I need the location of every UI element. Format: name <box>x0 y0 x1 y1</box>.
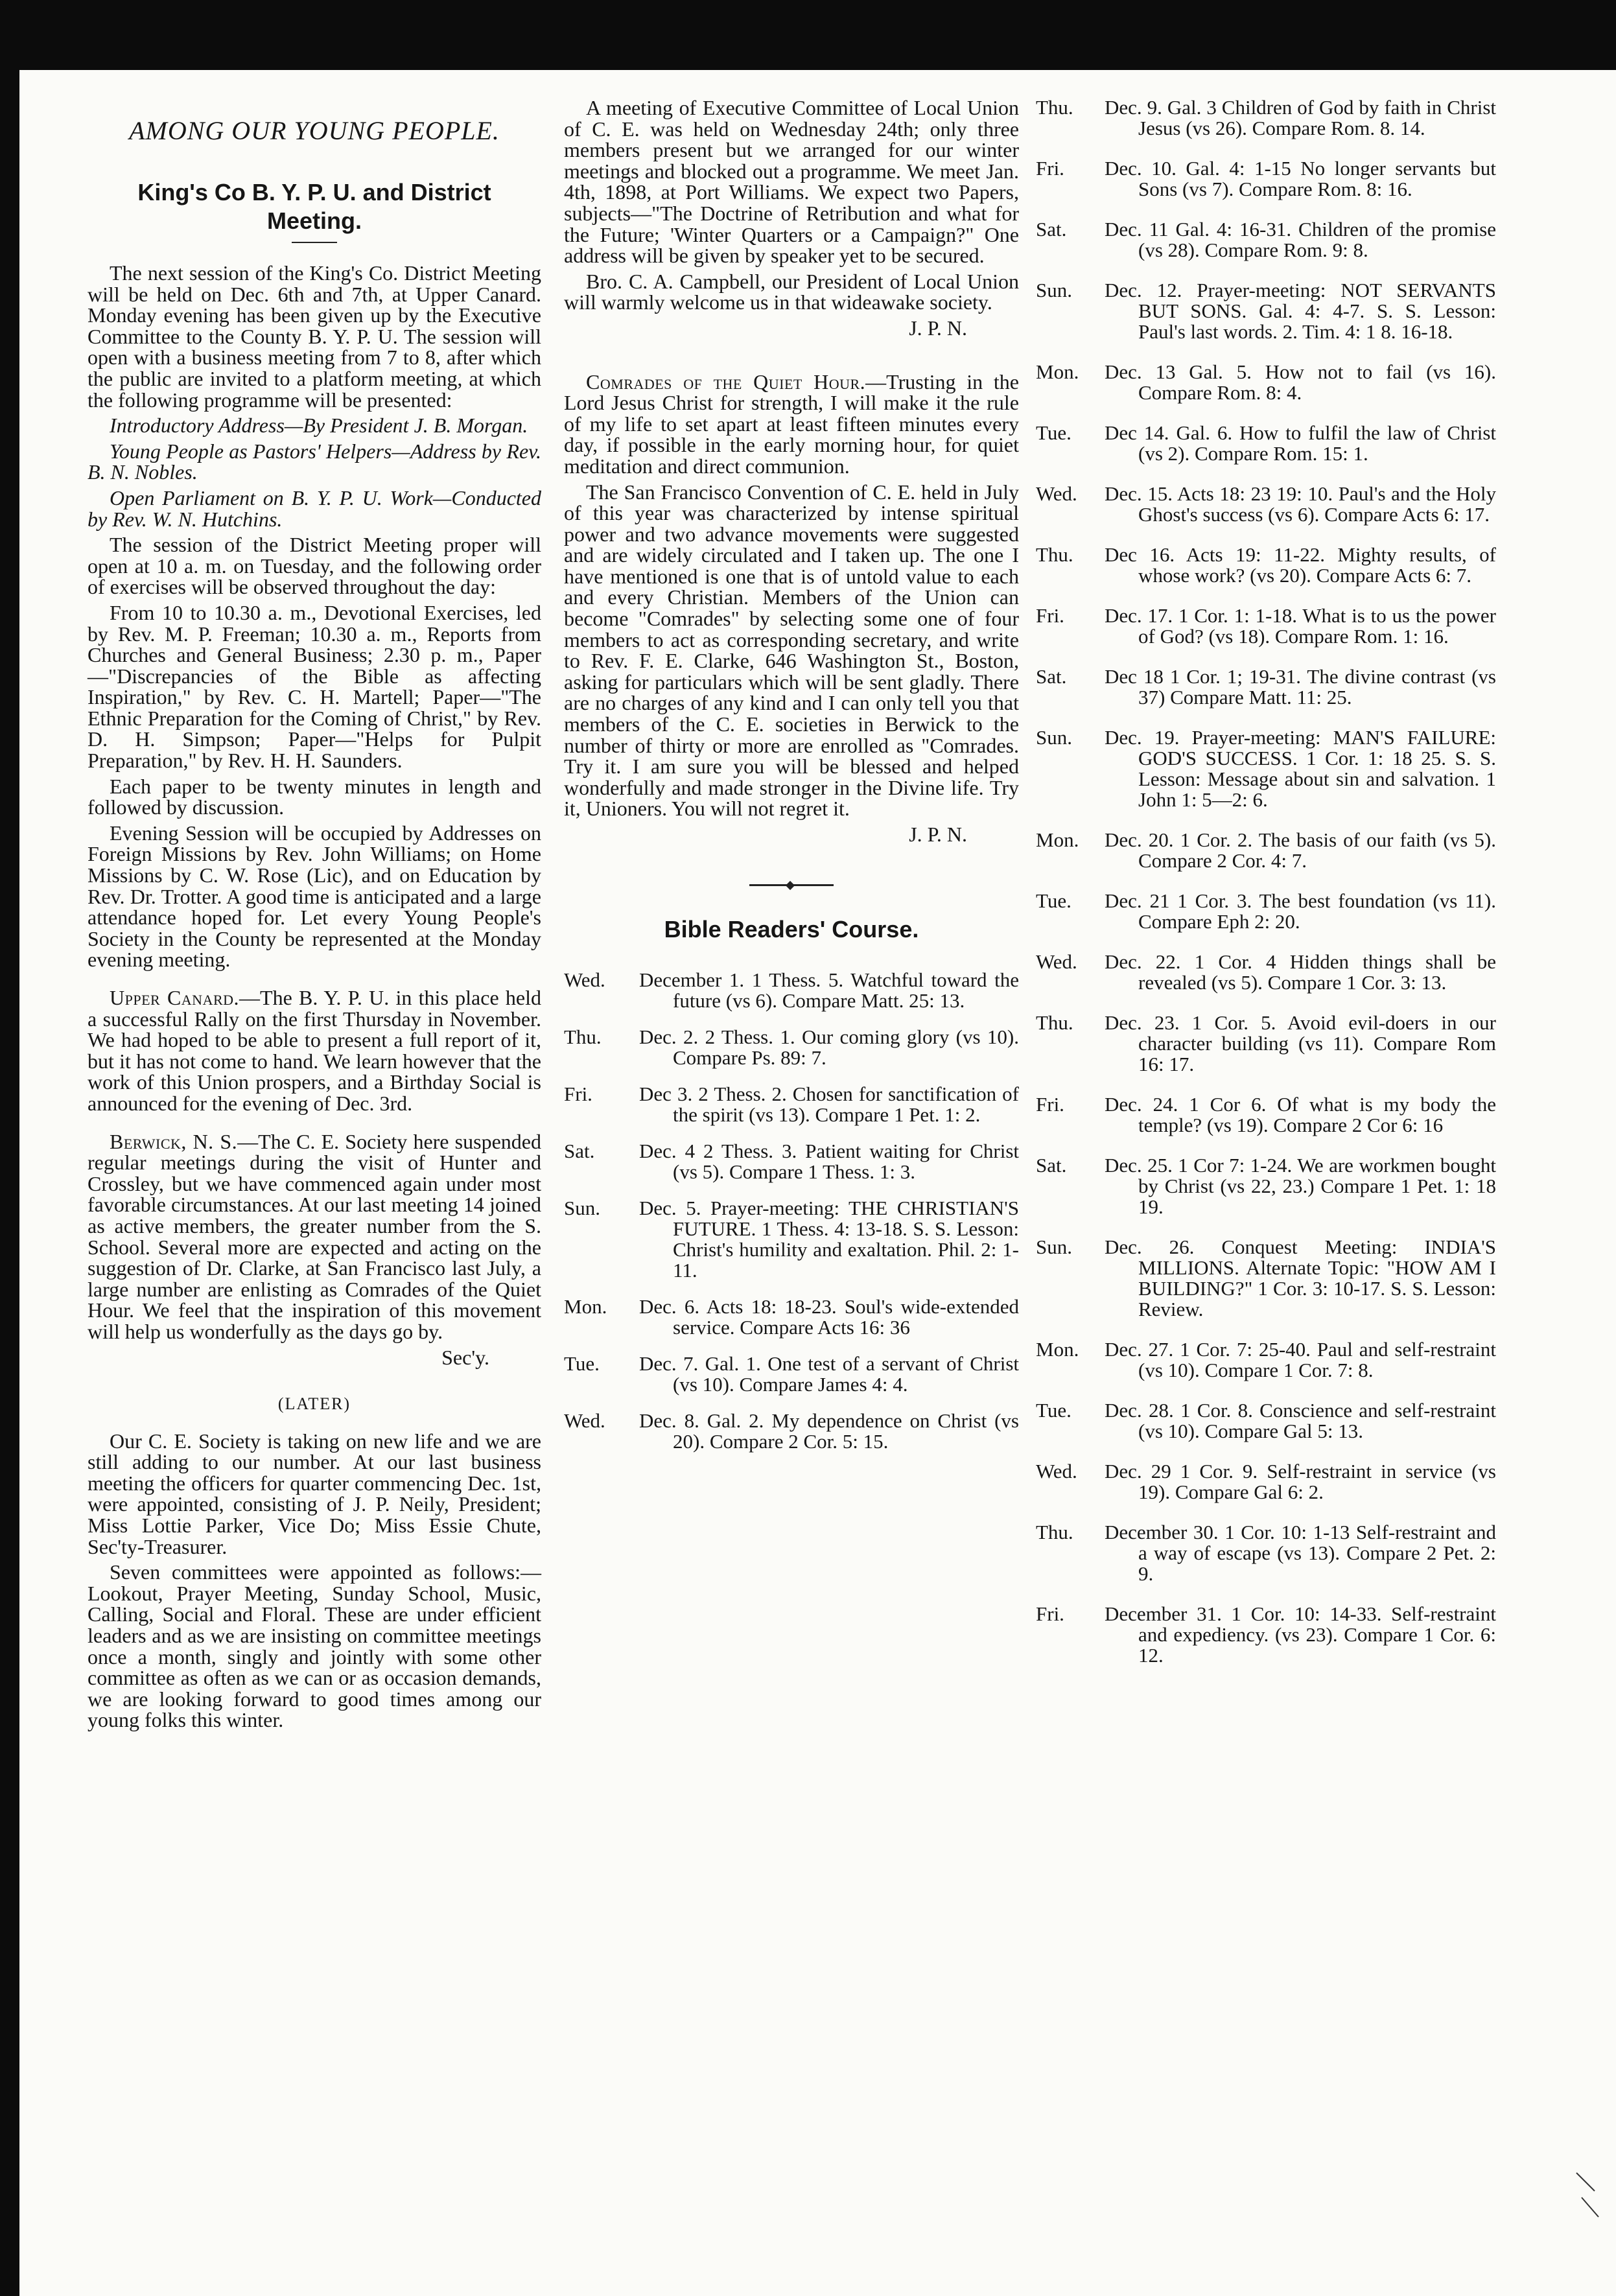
reading-entry <box>1036 1013 1496 1075</box>
later-paragraph: A meeting of Executive Committee of Local Union of C. E. was held on Wednesday 24th; only three members present but we arranged for our winter meetings and blocked out a programme. We meet Jan. 4th, 1898, at Port Williams. We expect two Papers, subjects—"The Doctrine of Retribution and what for the Future; 'Winter Quarters or a Campaign?" One address will be given by speaker yet to be secured. <box>564 96 1019 268</box>
column-2 <box>564 97 1019 1468</box>
later-signature: J. P. N. <box>909 316 967 340</box>
entry-text: Dec. 28. 1 Cor. 8. Conscience and self-restraint (vs 10). Compare Gal 5: 13. <box>1105 1399 1496 1442</box>
comrades-paragraph: The San Francisco Convention of C. E. held in July of this year was characterized by intense spiritual power and two advance movements were suggested and are widely circulated and I taken up. The one I have mentioned is one that is of untold value to each and every Christian. Members of the Union can become "Comrades" by selecting some one of four members to act as corresponding secretary, and write to Rev. F. E. Clarke, 646 Washington St., Boston, asking for particulars which will be sent gladly. There are no charges of any kind and I can only tell you that members of the C. E. societies in Berwick to the number of thirty or more are enrolled as "Comrades. Try it. I am sure you will be blessed and helped wonderfully and made stronger in the Divine life. Try it, Unioners. You will not regret it. <box>564 480 1019 821</box>
entry-day: Wed. <box>1036 1460 1077 1482</box>
entry-text: Dec. 9. Gal. 3 Children of God by faith in Christ Jesus (vs 26). Compare Rom. 8. 14. <box>1105 96 1496 139</box>
bible-course-headline: Bible Readers' Course. <box>664 915 919 943</box>
reading-entry <box>1036 97 1496 139</box>
reading-entry <box>1036 1339 1496 1381</box>
reading-entry <box>564 1084 1019 1125</box>
reading-entry <box>1036 158 1496 200</box>
column-1 <box>88 97 541 1735</box>
bible-course-list-b <box>1036 97 1496 1666</box>
reading-entry <box>1036 219 1496 261</box>
entry-text: Dec. 22. 1 Cor. 4 Hidden things shall be revealed (vs 5). Compare 1 Cor. 3: 13. <box>1105 950 1496 994</box>
entry-day: Wed. <box>1036 482 1077 505</box>
masthead: AMONG OUR YOUNG PEOPLE. <box>129 116 500 145</box>
left-border <box>0 0 19 2296</box>
entry-day: Sun. <box>1036 279 1072 301</box>
entry-text: Dec. 12. Prayer-meeting: NOT SERVANTS BUT SONS. Gal. 4: 4-7. S. S. Lesson: Paul's last words. 2. Tim. 4: 1 8. 16-18. <box>1105 279 1496 343</box>
entry-text: Dec. 17. 1 Cor. 1: 1-18. What is to us the power of God? (vs 18). Compare Rom. 1: 16. <box>1105 604 1496 648</box>
entry-day: Fri. <box>1036 1093 1064 1116</box>
entry-day: Tue. <box>1036 889 1071 912</box>
entry-text: December 30. 1 Cor. 10: 1-13 Self-restraint and a way of escape (vs 13). Compare 2 Pet. 2: 9. <box>1105 1521 1496 1585</box>
comrades-signature: J. P. N. <box>909 823 967 846</box>
reading-entry <box>1036 1461 1496 1503</box>
entry-day: Thu. <box>1036 543 1073 566</box>
entry-text: Dec. 20. 1 Cor. 2. The basis of our faith (vs 5). Compare 2 Cor. 4: 7. <box>1105 828 1496 872</box>
entry-day: Sun. <box>1036 726 1072 749</box>
entry-text: Dec. 5. Prayer-meeting: THE CHRISTIAN'S FUTURE. 1 Thess. 4: 13-18. S. S. Lesson: Christ's humility and exaltation. Phil. 2: 1-11. <box>639 1196 1019 1282</box>
entry-text: Dec. 26. Conquest Meeting: INDIA'S MILLIONS. Alternate Topic: "HOW AM I BUILDING?" 1 Cor. 3: 10-17. S. S. Lesson: Review. <box>1105 1236 1496 1320</box>
reading-entry <box>1036 666 1496 708</box>
entry-day: Fri. <box>1036 1602 1064 1625</box>
entry-day: Fri. <box>1036 157 1064 180</box>
entry-text: Dec 16. Acts 19: 11-22. Mighty results, of whose work? (vs 20). Compare Acts 6: 7. <box>1105 543 1496 587</box>
entry-text: Dec. 2. 2 Thess. 1. Our coming glory (vs 10). Compare Ps. 89: 7. <box>639 1025 1019 1069</box>
page-corner-mark <box>1575 2172 1601 2223</box>
entry-day: Wed. <box>1036 950 1077 973</box>
entry-day: Tue. <box>1036 421 1071 444</box>
entry-text: Dec. 6. Acts 18: 18-23. Soul's wide-extended service. Compare Acts 16: 36 <box>639 1294 1019 1339</box>
entry-text: Dec. 23. 1 Cor. 5. Avoid evil-doers in our character building (vs 11). Compare Rom 16: 17. <box>1105 1011 1496 1075</box>
reading-entry <box>1036 545 1496 586</box>
reading-entry <box>564 1411 1019 1452</box>
upper-canard-paragraph <box>88 987 541 1114</box>
entry-day: Mon. <box>564 1294 607 1318</box>
entry-day: Fri. <box>1036 604 1064 627</box>
later-label: (LATER) <box>277 1394 351 1414</box>
article-paragraph: The next session of the King's Co. District Meeting will be held on Dec. 6th and 7th, at Upper Canard. Monday evening has been given up by the Executive Committee to the County B. Y. P. U. The session will open with a business meeting from 7 to 8, after which the public are invited to a platform meeting, at which the following programme will be presented: <box>88 261 541 412</box>
later-paragraph: Bro. C. A. Campbell, our President of Local Union will warmly welcome us in that wideawake society. <box>564 269 1019 314</box>
later-paragraph: Seven committees were appointed as follows:—Lookout, Prayer Meeting, Sunday School, Music, Calling, Social and Floral. These are under efficient leaders and as we are insisting on committee meetings once a month, singly and jointly with some other committee as often as we can or as occasion demands, we are looking forward to good times among our young folks this winter. <box>88 1560 541 1732</box>
entry-text: Dec. 27. 1 Cor. 7: 25-40. Paul and self-restraint (vs 10). Compare 1 Cor. 7: 8. <box>1105 1338 1496 1381</box>
headline-rule <box>292 242 337 243</box>
entry-day: Tue. <box>1036 1399 1071 1422</box>
entry-day: Sun. <box>1036 1236 1072 1258</box>
entry-text: Dec. 13 Gal. 5. How not to fail (vs 16). Compare Rom. 8: 4. <box>1105 360 1496 404</box>
reading-entry <box>1036 423 1496 464</box>
reading-entry <box>564 1027 1019 1068</box>
entry-text: Dec 18 1 Cor. 1; 19-31. The divine contrast (vs 37) Compare Matt. 11: 25. <box>1105 665 1496 709</box>
entry-text: Dec. 21 1 Cor. 3. The best foundation (vs 11). Compare Eph 2: 20. <box>1105 889 1496 933</box>
reading-entry <box>1036 727 1496 810</box>
entry-day: Sun. <box>564 1196 600 1219</box>
reading-entry <box>1036 1400 1496 1442</box>
reading-entry <box>1036 830 1496 871</box>
berwick-text: —The C. E. Society here suspended regular meetings during the visit of Hunter and Crossley, but we have commenced again under most favorable circumstances. At our last meeting 14 joined as active members, the greater number from the S. School. Several more are expected and acting on the suggestion of Dr. Clarke, at San Francisco last July, a large number are enlisting as Comrades of the Quiet Hour. We feel that the inspiration of this movement will help us wonderfully as the days go by. <box>88 1129 541 1343</box>
entry-text: December 31. 1 Cor. 10: 14-33. Self-restraint and expediency. (vs 23). Compare 1 Cor. 6: 12. <box>1105 1602 1496 1667</box>
article-paragraph: From 10 to 10.30 a. m., Devotional Exercises, led by Rev. M. P. Freeman; 10.30 a. m., Reports from Churches and General Business; 2.30 p. m., Paper—"Discrepancies of the Bible as affecting Inspiration," by Rev. C. H. Martell; Paper—"The Ethnic Preparation for the Coming of Christ," by Rev. D. H. Simpson; Paper—"Helps for Pulpit Preparation," by Rev. H. H. Saunders. <box>88 600 541 773</box>
entry-day: Mon. <box>1036 828 1079 851</box>
entry-text: Dec. 25. 1 Cor 7: 1-24. We are workmen bought by Christ (vs 22, 23.) Compare 1 Pet. 1: 18 19. <box>1105 1154 1496 1218</box>
entry-day: Sat. <box>1036 1154 1067 1177</box>
entry-day: Wed. <box>564 1409 605 1432</box>
section-separator <box>749 884 834 886</box>
entry-text: Dec. 11 Gal. 4: 16-31. Children of the promise (vs 28). Compare Rom. 9: 8. <box>1105 218 1496 261</box>
entry-day: Mon. <box>1036 1338 1079 1361</box>
reading-entry <box>1036 891 1496 932</box>
reading-entry <box>1036 605 1496 647</box>
entry-text: Dec. 7. Gal. 1. One test of a servant of Christ (vs 10). Compare James 4: 4. <box>639 1352 1019 1396</box>
entry-day: Thu. <box>564 1025 602 1048</box>
entry-text: December 1. 1 Thess. 5. Watchful toward the future (vs 6). Compare Matt. 25: 13. <box>639 968 1019 1012</box>
program-item: Open Parliament on B. Y. P. U. Work—Conducted by Rev. W. N. Hutchins. <box>88 486 541 531</box>
reading-entry <box>1036 1094 1496 1136</box>
reading-entry <box>1036 484 1496 525</box>
entry-text: Dec 3. 2 Thess. 2. Chosen for sanctification of the spirit (vs 13). Compare 1 Pet. 1: 2. <box>639 1082 1019 1126</box>
entry-day: Thu. <box>1036 1521 1073 1543</box>
berwick-lead: Berwick, N. S. <box>110 1129 238 1153</box>
entry-day: Thu. <box>1036 96 1073 119</box>
article-paragraph: The session of the District Meeting proper will open at 10 a. m. on Tuesday, and the following order of exercises will be observed throughout the day: <box>88 533 541 599</box>
entry-text: Dec. 19. Prayer-meeting: MAN'S FAILURE: GOD'S SUCCESS. 1 Cor. 1: 18 25. S. S. Lesson: Message about sin and salvation. 1 John 1: 5—2: 6. <box>1105 726 1496 811</box>
entry-text: Dec. 24. 1 Cor 6. Of what is my body the temple? (vs 19). Compare 2 Cor 6: 16 <box>1105 1093 1496 1136</box>
reading-entry <box>564 1198 1019 1281</box>
entry-text: Dec. 15. Acts 18: 23 19: 10. Paul's and the Holy Ghost's success (vs 6). Compare Acts 6: 17. <box>1105 482 1496 526</box>
upper-canard-text: —The B. Y. P. U. in this place held a successful Rally on the first Thursday in November. We had hoped to be able to present a full report of it, but it has not come to hand. We learn however that the work of this Union prospers, and a Birthday Social is announced for the evening of Dec. 3rd. <box>88 986 541 1115</box>
entry-day: Tue. <box>564 1352 600 1375</box>
bible-course-list-a <box>564 970 1019 1452</box>
reading-entry <box>1036 280 1496 342</box>
entry-text: Dec. 29 1 Cor. 9. Self-restraint in service (vs 19). Compare Gal 6: 2. <box>1105 1460 1496 1503</box>
reading-entry <box>1036 1237 1496 1320</box>
berwick-paragraph <box>88 1131 541 1342</box>
entry-day: Thu. <box>1036 1011 1073 1034</box>
reading-entry <box>1036 1155 1496 1217</box>
reading-entry <box>564 1296 1019 1338</box>
top-border <box>0 0 1616 70</box>
reading-entry <box>564 1141 1019 1182</box>
program-item: Young People as Pastors' Helpers—Address by Rev. B. N. Nobles. <box>88 439 541 484</box>
reading-entry <box>1036 362 1496 403</box>
entry-text: Dec 14. Gal. 6. How to fulfil the law of Christ (vs 2). Compare Rom. 15: 1. <box>1105 421 1496 465</box>
upper-canard-lead: Upper Canard. <box>110 986 240 1009</box>
comrades-paragraph <box>564 371 1019 477</box>
article-headline: King's Co B. Y. P. U. and District Meeting. <box>137 179 491 234</box>
later-paragraph: Our C. E. Society is taking on new life and we are still adding to our number. At our last business meeting the officers for quarter commencing Dec. 1st, were appointed, consisting of J. P. Neily, President; Miss Lottie Parker, Vice Do; Miss Essie Chute, Sec'ty-Treasurer. <box>88 1429 541 1558</box>
entry-day: Mon. <box>1036 360 1079 383</box>
article-paragraph: Each paper to be twenty minutes in length and followed by discussion. <box>88 774 541 819</box>
entry-text: Dec. 8. Gal. 2. My dependence on Christ (vs 20). Compare 2 Cor. 5: 15. <box>639 1409 1019 1453</box>
entry-text: Dec. 10. Gal. 4: 1-15 No longer servants but Sons (vs 7). Compare Rom. 8: 16. <box>1105 157 1496 200</box>
berwick-signature: Sec'y. <box>441 1345 489 1369</box>
entry-day: Fri. <box>564 1082 592 1105</box>
entry-day: Wed. <box>564 968 605 991</box>
comrades-text: —Trusting in the Lord Jesus Christ for strength, I will make it the rule of my life to set apart at least fifteen minutes every day, if possible in the early morning hour, for quiet meditation and direct communion. <box>564 369 1019 478</box>
comrades-lead: Comrades of the Quiet Hour. <box>586 369 866 393</box>
reading-entry <box>1036 1604 1496 1666</box>
reading-entry <box>1036 1522 1496 1584</box>
entry-day: Sat. <box>1036 218 1067 240</box>
reading-entry <box>1036 952 1496 993</box>
article-paragraph: Evening Session will be occupied by Addresses on Foreign Missions by Rev. John Williams; on Home Missions by C. W. Rose (Lic), and on Education by Rev. Dr. Trotter. A good time is anticipated and a large attendance hoped for. Let every Young People's Society in the County be represented at the Monday evening meeting. <box>88 821 541 972</box>
program-item: Introductory Address—By President J. B. Morgan. <box>110 414 528 438</box>
column-3 <box>1036 97 1496 1685</box>
entry-day: Sat. <box>1036 665 1067 688</box>
reading-entry <box>564 970 1019 1011</box>
reading-entry <box>564 1353 1019 1395</box>
entry-day: Sat. <box>564 1139 595 1162</box>
entry-text: Dec. 4 2 Thess. 3. Patient waiting for Christ (vs 5). Compare 1 Thess. 1: 3. <box>639 1139 1019 1183</box>
